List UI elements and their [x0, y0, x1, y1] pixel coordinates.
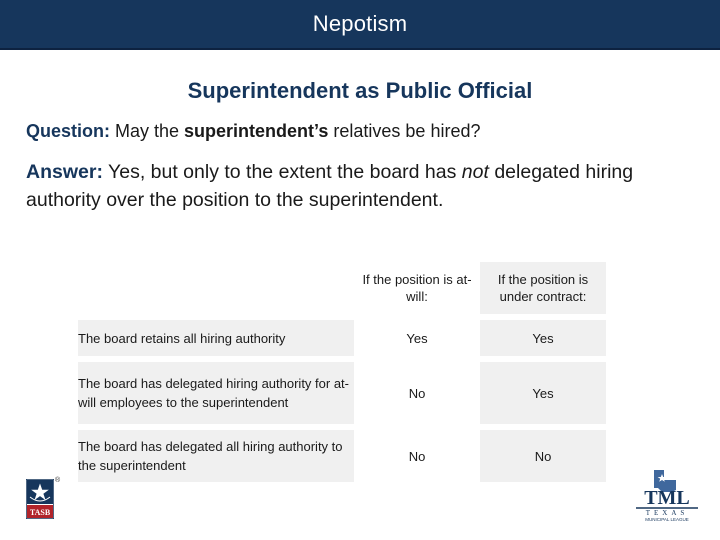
- table-header-contract: If the position is under contract:: [480, 262, 606, 314]
- tml-logo: [632, 468, 702, 522]
- table-header-row: [78, 262, 606, 314]
- row-label: The board retains all hiring authority: [78, 320, 354, 356]
- question-pre: May the: [110, 121, 185, 141]
- table-row: [78, 430, 606, 482]
- answer-text: [26, 158, 706, 214]
- answer-emphasis: not: [461, 161, 489, 183]
- cell-contract: Yes: [480, 362, 606, 424]
- svg-text:TML: TML: [644, 487, 690, 509]
- question-label: Question:: [26, 121, 110, 141]
- answer-pre: Yes, but only to the extent the board has: [102, 161, 462, 183]
- question-post: relatives be hired?: [328, 121, 481, 141]
- question-text: [26, 120, 706, 142]
- slide-subtitle: Superintendent as Public Official: [187, 78, 533, 103]
- row-label: The board has delegated hiring authority for at-will employees to the superintendent: [78, 362, 354, 424]
- answer-label: Answer:: [26, 161, 103, 183]
- row-label: The board has delegated all hiring authority to the superintendent: [78, 430, 354, 482]
- table-row: [78, 320, 606, 356]
- answer-post: delegated hiring authority over the position to the superintendent.: [26, 161, 634, 211]
- title-bar: [0, 0, 720, 50]
- slide-title: Nepotism: [312, 11, 408, 36]
- svg-text:TASB: TASB: [29, 508, 51, 517]
- svg-text:MUNICIPAL LEAGUE: MUNICIPAL LEAGUE: [645, 517, 689, 522]
- tasb-logo: [26, 479, 54, 519]
- cell-at-will: No: [354, 362, 480, 424]
- hiring-authority-table: [78, 262, 606, 482]
- question-emphasis: superintendent’s: [184, 121, 329, 141]
- cell-at-will: No: [354, 430, 480, 482]
- svg-text:TEXAS: TEXAS: [645, 509, 689, 517]
- table-header-empty: [78, 262, 354, 314]
- table-header-at-will: If the position is at-will:: [354, 262, 480, 314]
- cell-contract: Yes: [480, 320, 606, 356]
- cell-contract: No: [480, 430, 606, 482]
- tasb-registered-mark: ®: [55, 477, 61, 484]
- table-row: [78, 362, 606, 424]
- cell-at-will: Yes: [354, 320, 480, 356]
